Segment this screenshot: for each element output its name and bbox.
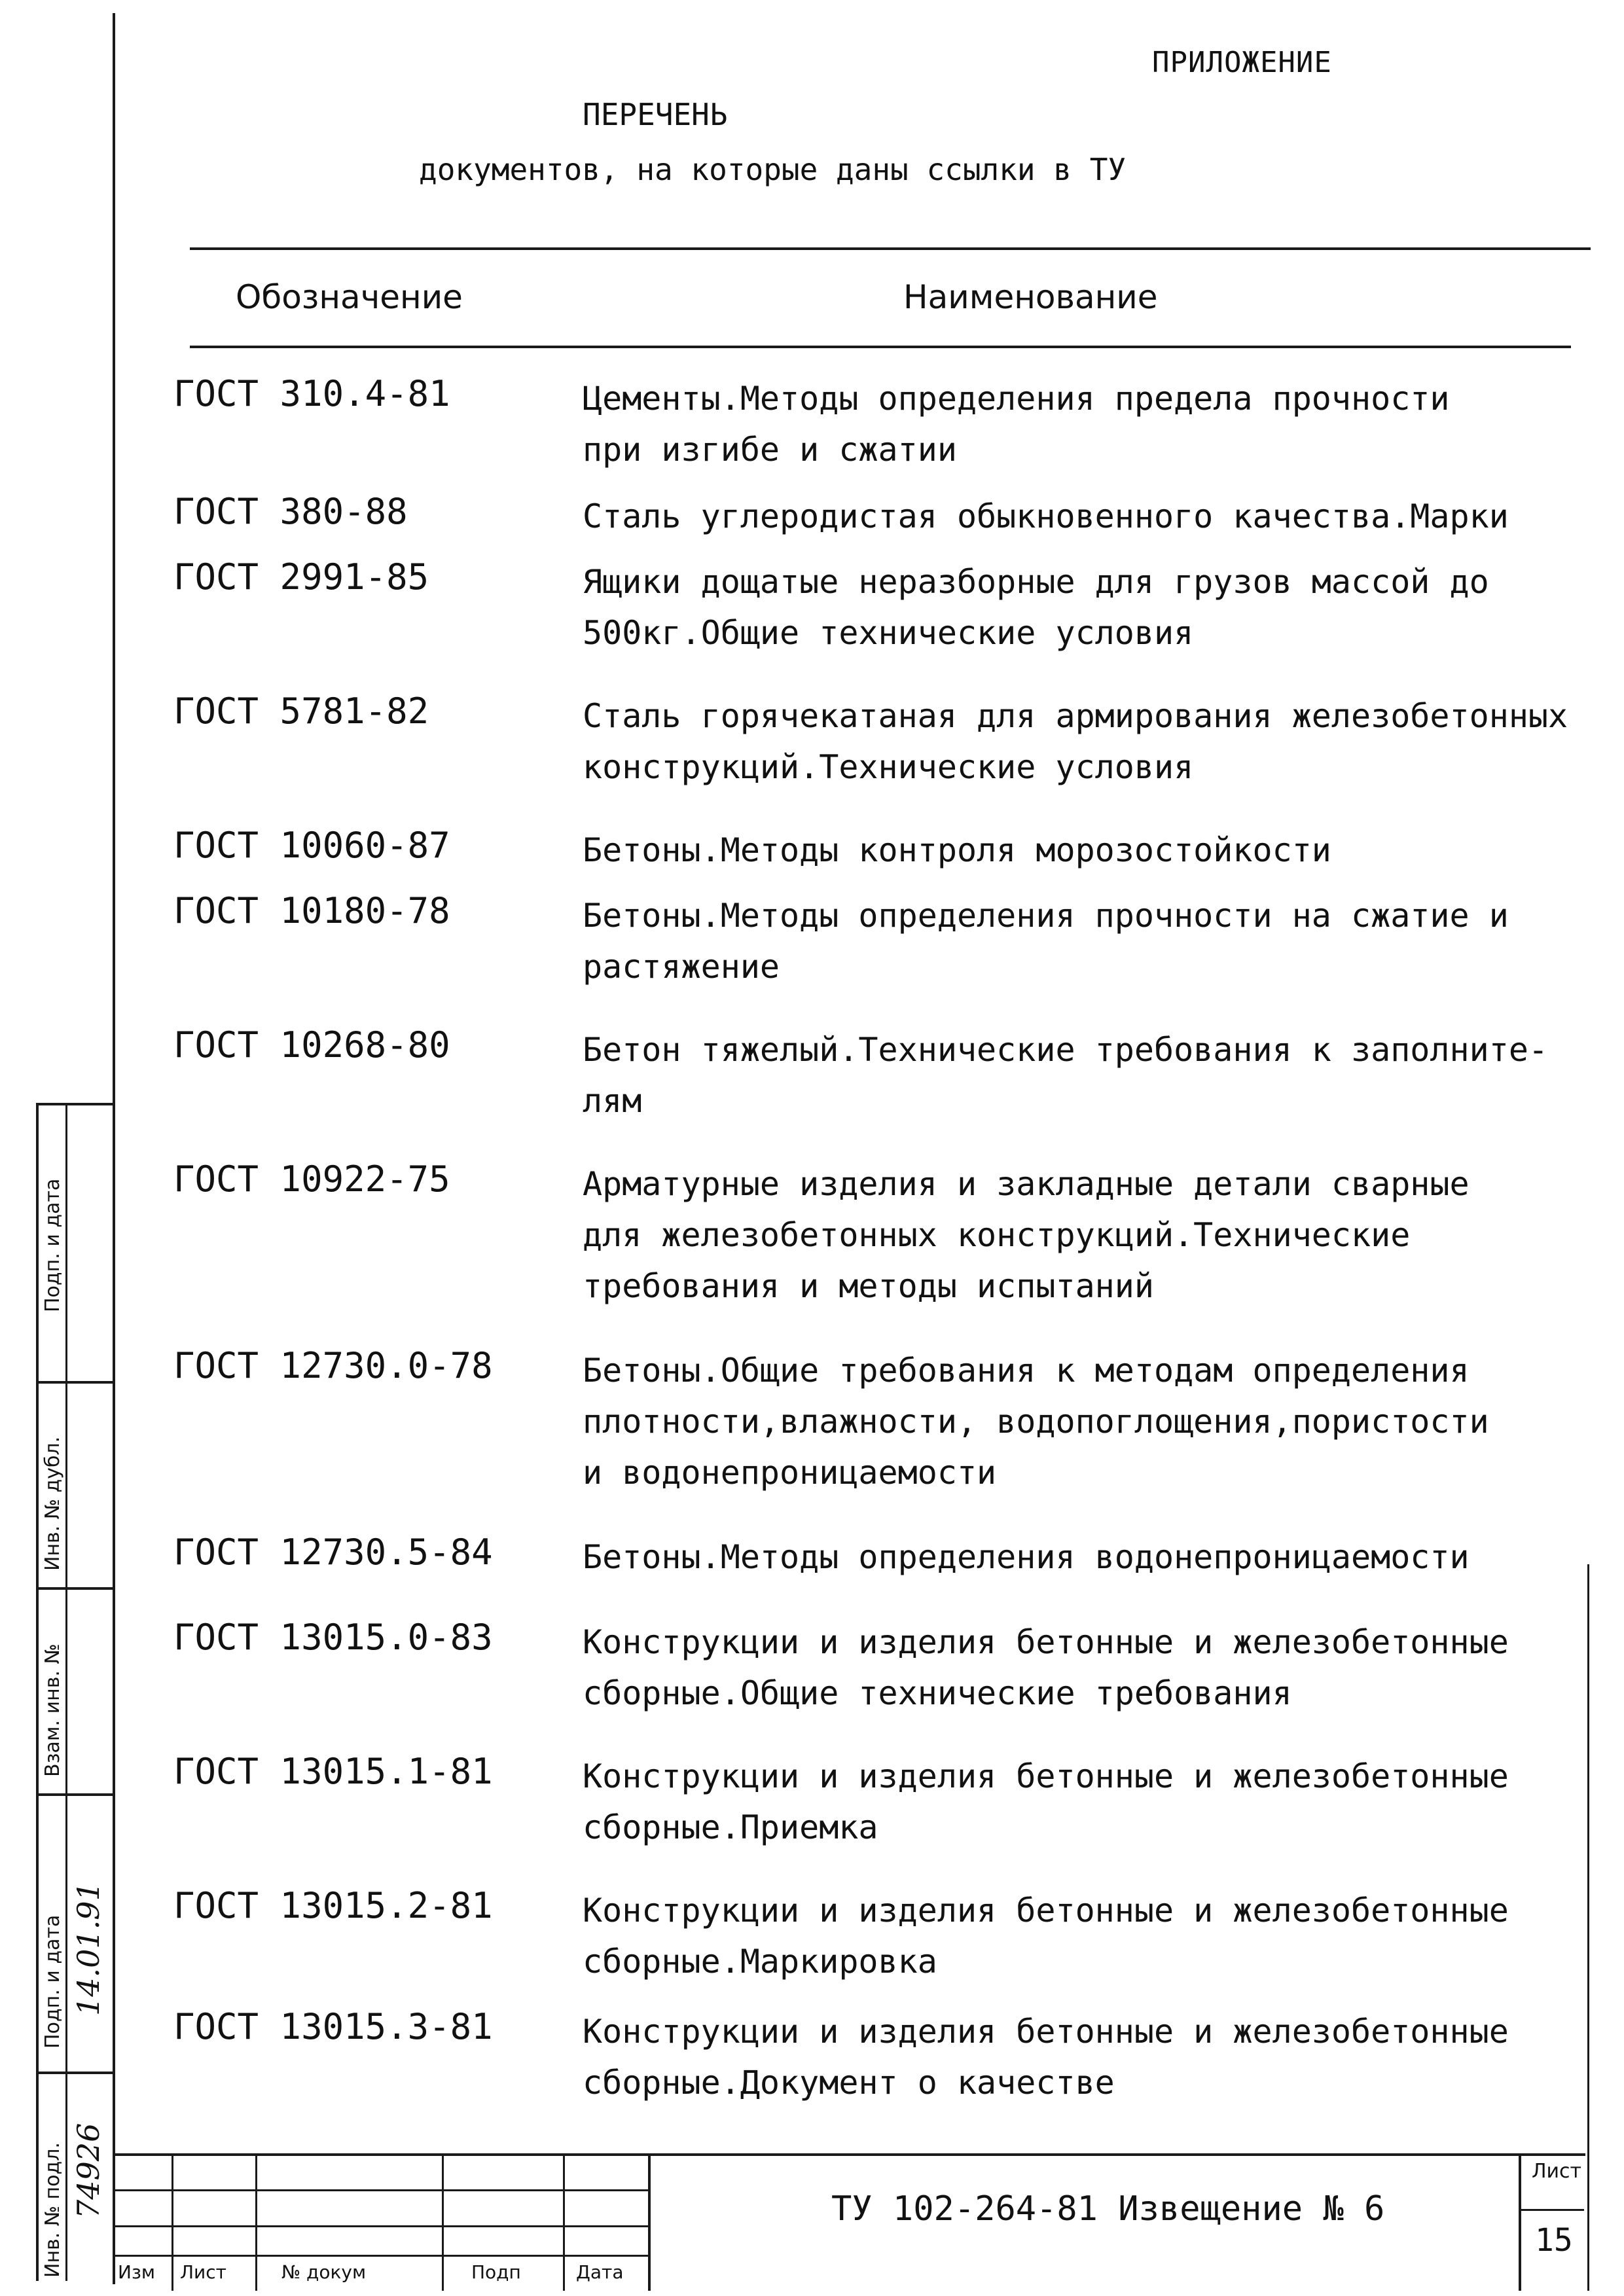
table-header-rule [190,346,1571,348]
row-name: Ящики дощатые неразборные для грузов массой до 500кг.Общие технические условия [583,563,1489,652]
row-name: Конструкции и изделия бетонные и железобетонные сборные.Документ о качестве [583,2013,1509,2102]
side-stamp-rule [36,1587,115,1590]
side-stamp-rule [36,1793,115,1796]
row-name: Бетоны.Методы определения водонепроницаемости [583,1538,1470,1576]
side-stamp-rule [36,1103,115,1105]
footer-document-title: ТУ 102-264-81 Извещение № 6 [831,2189,1385,2229]
side-label-replace-inv: Взам. инв. № [41,1643,64,1777]
row-code: ГОСТ 10268-80 [173,1024,450,1066]
cell-label-sign: Подп [471,2261,521,2283]
sheet-label: Лист [1532,2160,1582,2183]
sheet-box-left [1519,2153,1521,2291]
side-stamp-rule [36,2072,115,2074]
row-code: ГОСТ 2991-85 [173,556,429,598]
title-block-inner-rule [113,2189,649,2191]
row-name: Конструкции и изделия бетонные и железобетонные сборные.Общие технические требования [583,1623,1509,1712]
row-code: ГОСТ 13015.1-81 [173,1751,493,1792]
side-label-dup-inv: Инв. № дубл. [41,1436,64,1571]
row-name: Бетоны.Общие требования к методам определения плотности,влажности, водопоглощения,пористости и водонепроницаемости [583,1352,1489,1492]
column-header-code: Обозначение [236,278,463,316]
sheet-number: 15 [1535,2222,1573,2259]
row-code: ГОСТ 10060-87 [173,825,450,866]
row-code: ГОСТ 13015.3-81 [173,2006,493,2047]
document-subtitle: документов, на которые даны ссылки в ТУ [419,152,1127,187]
title-block-col [171,2153,173,2291]
table-top-rule [190,247,1591,250]
appendix-label: ПРИЛОЖЕНИЕ [1152,46,1332,79]
sheet-box-rule [1519,2209,1584,2211]
right-frame-line [1587,1564,1589,2291]
row-name: Бетон тяжелый.Технические требования к заполните- лям [583,1031,1549,1120]
row-code: ГОСТ 380-88 [173,491,408,532]
side-stamp-border [36,1103,39,2281]
title-block-col [563,2153,565,2291]
cell-label-date: Дата [576,2261,624,2283]
cell-label-doc-no: № докум [281,2261,367,2283]
title-block-top-rule [113,2153,1585,2156]
column-header-name: Наименование [903,278,1158,316]
row-name: Конструкции и изделия бетонные и железобетонные сборные.Приемка [583,1757,1509,1846]
row-code: ГОСТ 12730.5-84 [173,1532,493,1573]
row-name: Сталь углеродистая обыкновенного качества.Марки [583,497,1509,535]
row-name: Конструкции и изделия бетонные и железобетонные сборные.Маркировка [583,1892,1509,1981]
title-block-col [255,2153,257,2291]
row-code: ГОСТ 13015.0-83 [173,1617,493,1658]
cell-label-change: Изм [118,2261,155,2283]
handwritten-date: 14.01.91 [71,1882,106,2016]
row-code: ГОСТ 10922-75 [173,1158,450,1200]
side-label-sign-date-2: Подп. и дата [41,1914,64,2049]
title-block-col [648,2153,651,2291]
left-frame-line [113,13,115,2284]
title-block-inner-rule [113,2225,649,2227]
title-block-col [442,2153,444,2291]
row-name: Сталь горячекатаная для армирования железобетонных конструкций.Технические условия [583,697,1568,786]
title-block-inner-rule [113,2255,649,2257]
row-code: ГОСТ 12730.0-78 [173,1345,493,1386]
row-code: ГОСТ 10180-78 [173,890,450,931]
side-label-sign-date: Подп. и дата [41,1178,64,1312]
row-name: Бетоны.Методы определения прочности на сжатие и растяжение [583,897,1509,986]
row-name: Арматурные изделия и закладные детали сварные для железобетонных конструкций.Технические требования и методы испытаний [583,1165,1470,1305]
side-stamp-divider [65,1103,67,2281]
cell-label-sheet: Лист [180,2261,226,2283]
row-name: Цементы.Методы определения предела прочности при изгибе и сжатии [583,380,1450,469]
row-code: ГОСТ 5781-82 [173,691,429,732]
row-name: Бетоны.Методы контроля морозостойкости [583,831,1331,869]
row-code: ГОСТ 310.4-81 [173,373,450,414]
side-stamp-rule [36,1381,115,1384]
side-label-orig-inv: Инв. № подл. [41,2142,64,2278]
document-title: ПЕРЕЧЕНЬ [583,97,728,132]
handwritten-inv-number: 74926 [71,2123,106,2219]
row-code: ГОСТ 13015.2-81 [173,1885,493,1926]
